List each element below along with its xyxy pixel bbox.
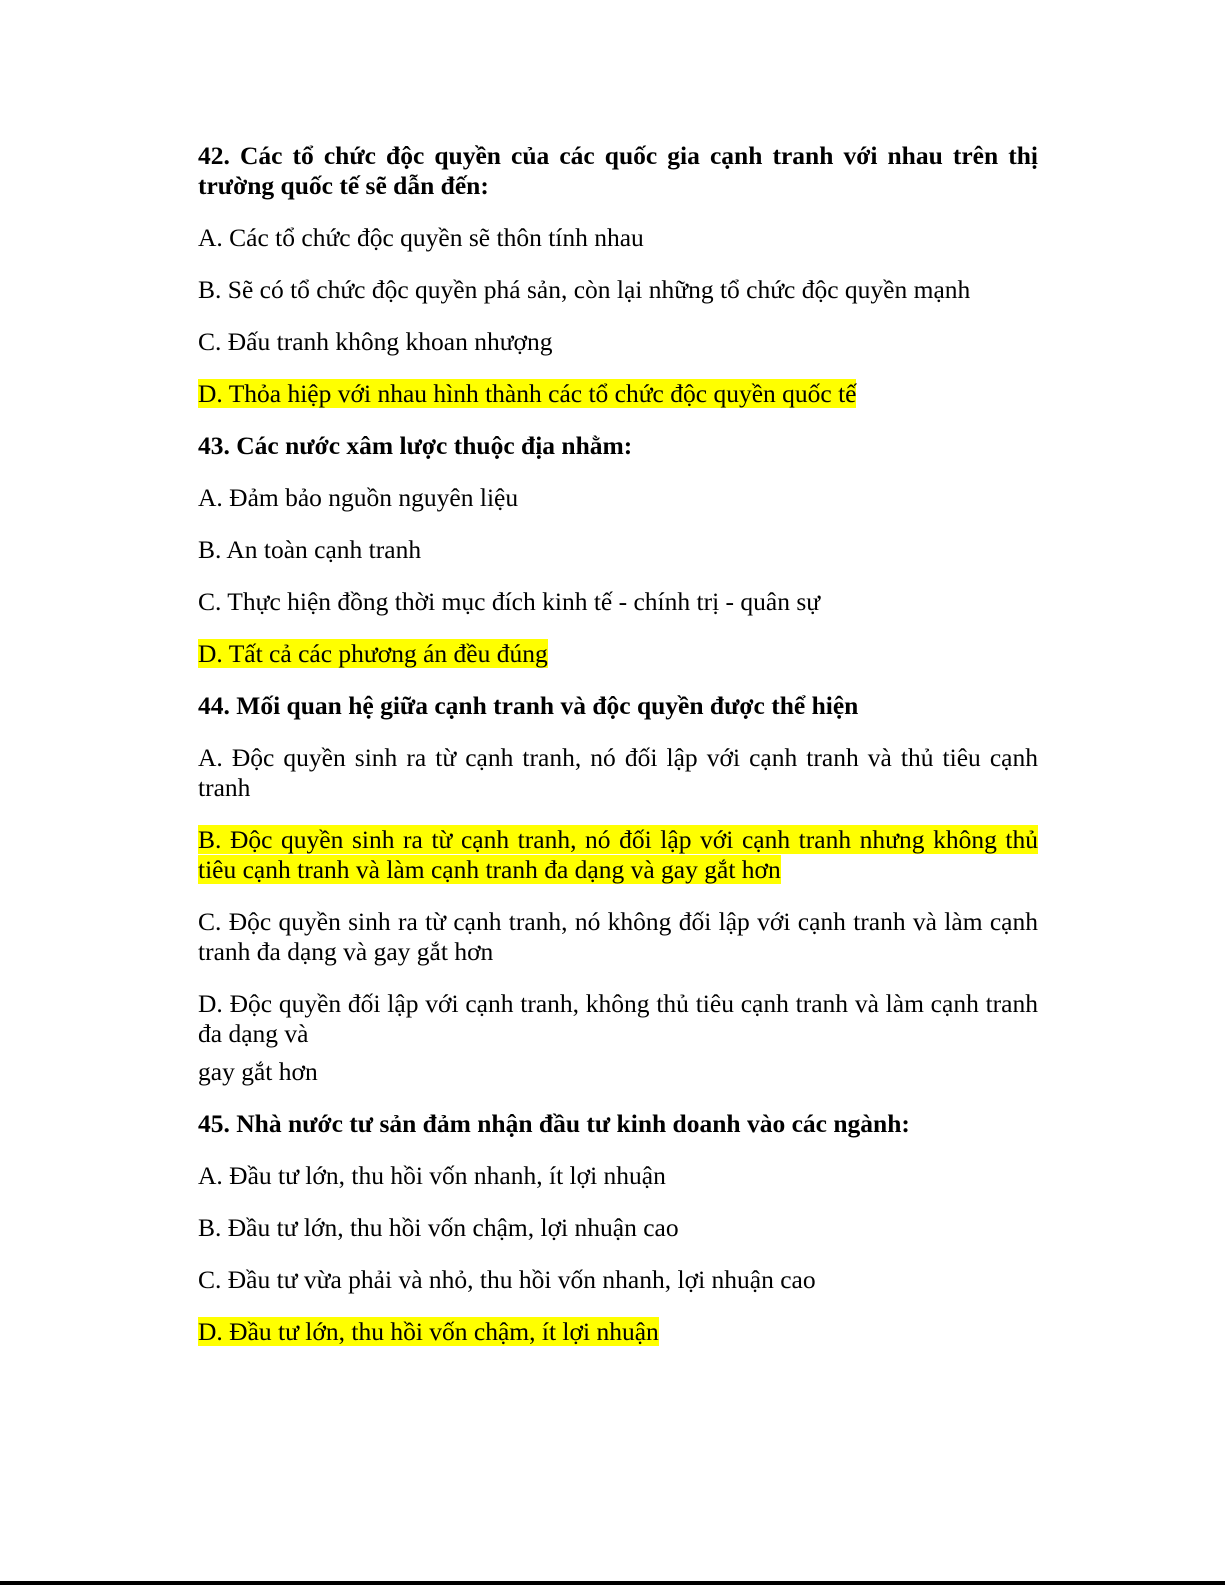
option-text: C. Đấu tranh không khoan nhượng — [198, 327, 553, 356]
option-a — [198, 1161, 1038, 1191]
question-title: 44. Mối quan hệ giữa cạnh tranh và độc quyền được thể hiện — [198, 691, 859, 720]
question-title: 45. Nhà nước tư sản đảm nhận đầu tư kinh doanh vào các ngành: — [198, 1109, 910, 1138]
option-text: A. Độc quyền sinh ra từ cạnh tranh, nó đối lập với cạnh tranh và thủ tiêu cạnh tranh — [198, 743, 1038, 802]
option-text: gay gắt hơn — [198, 1057, 318, 1086]
question-45 — [198, 1109, 1038, 1347]
question-title: 42. Các tổ chức độc quyền của các quốc gia cạnh tranh với nhau trên thị trường quốc tế sẽ dẫn đến: — [198, 141, 1038, 200]
option-text: A. Đầu tư lớn, thu hồi vốn nhanh, ít lợi nhuận — [198, 1161, 666, 1190]
option-a — [198, 483, 1038, 513]
option-text: C. Thực hiện đồng thời mục đích kinh tế - chính trị - quân sự — [198, 587, 821, 616]
document-page — [198, 141, 1038, 1369]
option-d-continuation — [198, 1057, 1038, 1087]
question-44 — [198, 691, 1038, 1087]
option-c — [198, 907, 1038, 967]
option-c — [198, 1265, 1038, 1295]
option-text: B. Đầu tư lớn, thu hồi vốn chậm, lợi nhuận cao — [198, 1213, 679, 1242]
option-text: C. Độc quyền sinh ra từ cạnh tranh, nó không đối lập với cạnh tranh và làm cạnh tranh đa dạng và gay gắt hơn — [198, 907, 1038, 966]
option-b — [198, 275, 1038, 305]
option-c — [198, 327, 1038, 357]
highlighted-answer: D. Thỏa hiệp với nhau hình thành các tổ chức độc quyền quốc tế — [198, 379, 857, 408]
option-text: A. Các tổ chức độc quyền sẽ thôn tính nhau — [198, 223, 644, 252]
option-b-correct — [198, 825, 1038, 885]
option-d-correct — [198, 379, 1038, 409]
option-d-correct — [198, 1317, 1038, 1347]
option-text: A. Đảm bảo nguồn nguyên liệu — [198, 483, 519, 512]
highlighted-answer: D. Tất cả các phương án đều đúng — [198, 639, 548, 668]
option-text: D. Độc quyền đối lập với cạnh tranh, không thủ tiêu cạnh tranh và làm cạnh tranh đa dạng và — [198, 989, 1038, 1048]
option-d — [198, 989, 1038, 1049]
option-a — [198, 223, 1038, 253]
question-43 — [198, 431, 1038, 669]
option-d-correct — [198, 639, 1038, 669]
highlighted-answer: B. Độc quyền sinh ra từ cạnh tranh, nó đối lập với cạnh tranh nhưng không thủ tiêu cạnh tranh và làm cạnh tranh đa dạng và gay gắt hơn — [198, 825, 1038, 884]
option-text: C. Đầu tư vừa phải và nhỏ, thu hồi vốn nhanh, lợi nhuận cao — [198, 1265, 816, 1294]
page-bottom-border — [0, 1581, 1225, 1585]
option-b — [198, 535, 1038, 565]
question-42 — [198, 141, 1038, 409]
option-c — [198, 587, 1038, 617]
question-title: 43. Các nước xâm lược thuộc địa nhằm: — [198, 431, 633, 460]
highlighted-answer: D. Đầu tư lớn, thu hồi vốn chậm, ít lợi nhuận — [198, 1317, 659, 1346]
option-b — [198, 1213, 1038, 1243]
option-a — [198, 743, 1038, 803]
option-text: B. Sẽ có tổ chức độc quyền phá sản, còn lại những tổ chức độc quyền mạnh — [198, 275, 971, 304]
option-text: B. An toàn cạnh tranh — [198, 535, 422, 564]
